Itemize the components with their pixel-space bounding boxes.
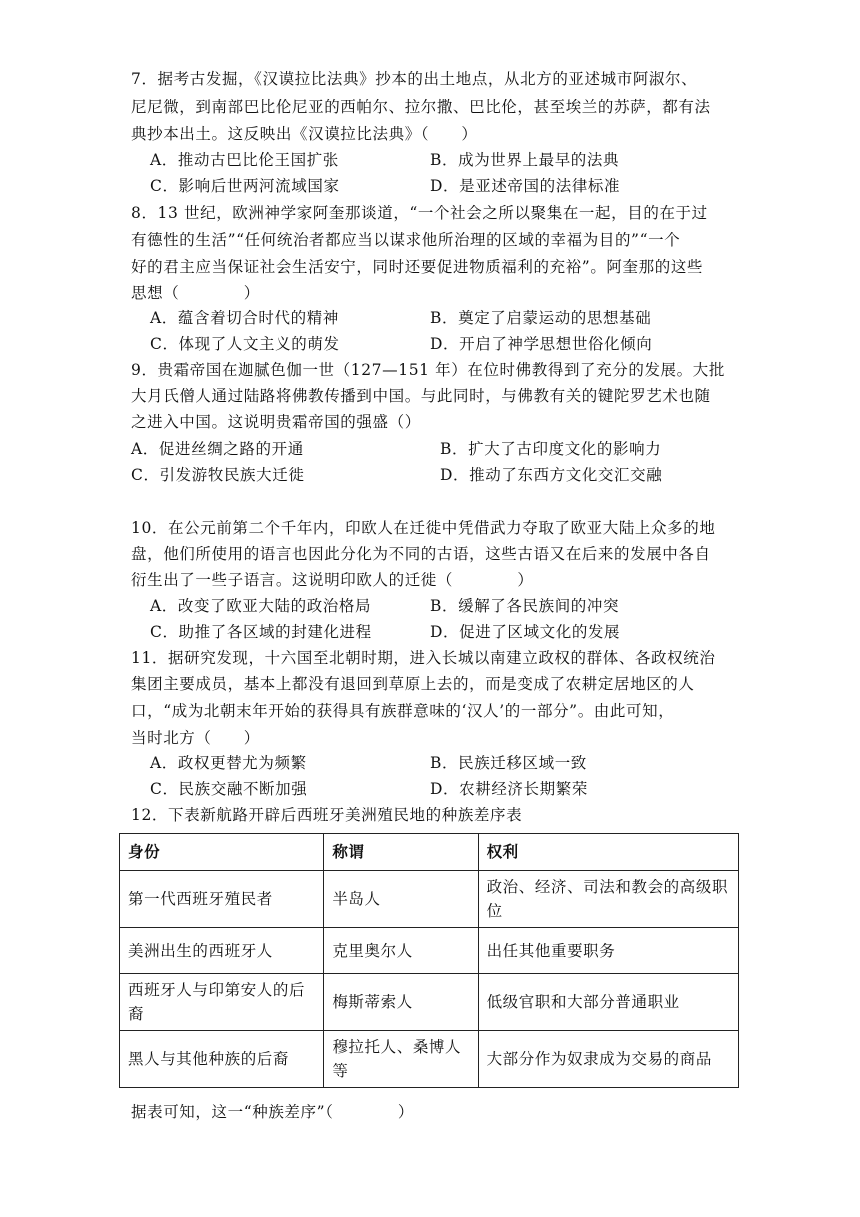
- question-10-option-d[interactable]: D．促进了区域文化的发展: [430, 623, 621, 641]
- question-8-stem-line-1: 8．13 世纪，欧洲神学家阿奎那谈道，“一个社会之所以聚集在一起，目的在于过: [131, 204, 708, 222]
- question-8-stem-line-4: 思想（ ）: [131, 284, 260, 302]
- question-7-option-b[interactable]: B．成为世界上最早的法典: [430, 151, 620, 169]
- table-cell: 梅斯蒂索人: [324, 974, 478, 1031]
- question-9-stem-line-2: 大月氏僧人通过陆路将佛教传播到中国。与此同时，与佛教有关的键陀罗艺术也随: [131, 387, 711, 405]
- question-11-option-c[interactable]: C．民族交融不断加强: [150, 780, 308, 798]
- question-9-option-b[interactable]: B．扩大了古印度文化的影响力: [440, 440, 662, 458]
- race-hierarchy-table: [119, 833, 739, 1088]
- table-row: [120, 974, 739, 1031]
- table-cell: 半岛人: [324, 871, 478, 928]
- question-11-stem-line-3: 口，“成为北朝末年开始的获得具有族群意味的‘汉人’的一部分”。由此可知，: [131, 702, 675, 720]
- table-cell: 政治、经济、司法和教会的高级职位: [478, 871, 738, 928]
- table-header-title: 称谓: [324, 834, 478, 871]
- question-11-stem-line-1: 11．据研究发现，十六国至北朝时期，进入长城以南建立政权的群体、各政权统治: [131, 649, 716, 667]
- table-row: [120, 871, 739, 928]
- table-cell: 西班牙人与印第安人的后裔: [120, 974, 324, 1031]
- question-8-option-b[interactable]: B．奠定了启蒙运动的思想基础: [430, 309, 652, 327]
- table-row: [120, 928, 739, 974]
- question-8-stem-line-2: 有德性的生活”“任何统治者都应当以谋求他所治理的区域的幸福为目的”“一个: [131, 231, 681, 249]
- question-9-option-a[interactable]: A．促进丝绸之路的开通: [131, 440, 304, 458]
- question-10-stem-line-1: 10．在公元前第二个千年内，印欧人在迁徙中凭借武力夺取了欧亚大陆上众多的地: [131, 519, 716, 537]
- question-9-stem-line-3: 之进入中国。这说明贵霜帝国的强盛（）: [131, 413, 421, 431]
- table-header-identity: 身份: [120, 834, 324, 871]
- question-7-option-c[interactable]: C．影响后世两河流域国家: [150, 177, 340, 195]
- question-10-stem-line-2: 盘，他们所使用的语言也因此分化为不同的古语，这些古语又在后来的发展中各自: [131, 545, 711, 563]
- question-10-option-c[interactable]: C．助推了各区域的封建化进程: [150, 623, 372, 641]
- question-8-option-c[interactable]: C．体现了人文主义的萌发: [150, 335, 340, 353]
- table-header-row: [120, 834, 739, 871]
- question-8-option-d[interactable]: D．开启了神学思想世俗化倾向: [430, 335, 653, 353]
- question-7-option-a[interactable]: A．推动古巴比伦王国扩张: [150, 151, 339, 169]
- table-row: [120, 1031, 739, 1088]
- table-header-rights: 权利: [478, 834, 738, 871]
- question-10-option-a[interactable]: A．改变了欧亚大陆的政治格局: [150, 597, 372, 615]
- question-11-option-d[interactable]: D．农耕经济长期繁荣: [430, 780, 588, 798]
- question-11-option-a[interactable]: A．政权更替尤为频繁: [150, 754, 307, 772]
- question-11-stem-line-4: 当时北方（ ）: [131, 729, 260, 747]
- question-12-tail: 据表可知，这一“种族差序”（ ）: [131, 1103, 414, 1121]
- question-8-stem-line-3: 好的君主应当保证社会生活安宁，同时还要促进物质福利的充裕”。阿奎那的这些: [131, 258, 704, 276]
- question-7-option-d[interactable]: D．是亚述帝国的法律标准: [430, 177, 621, 195]
- question-7-stem-line-3: 典抄本出土。这反映出《汉谟拉比法典》（ ）: [131, 125, 478, 143]
- question-11-option-b[interactable]: B．民族迁移区域一致: [430, 754, 587, 772]
- table-cell: 第一代西班牙殖民者: [120, 871, 324, 928]
- question-9-option-c[interactable]: C．引发游牧民族大迁徙: [131, 466, 305, 484]
- table-cell: 低级官职和大部分普通职业: [478, 974, 738, 1031]
- table-cell: 克里奥尔人: [324, 928, 478, 974]
- question-10-stem-line-3: 衍生出了一些子语言。这说明印欧人的迁徙（ ）: [131, 571, 534, 589]
- question-7-stem-line-2: 尼尼微，到南部巴比伦尼亚的西帕尔、拉尔撒、巴比伦，甚至埃兰的苏萨，都有法: [131, 98, 711, 116]
- table-cell: 穆拉托人、桑博人等: [324, 1031, 478, 1088]
- question-11-stem-line-2: 集团主要成员，基本上都没有退回到草原上去的，而是变成了农耕定居地区的人: [131, 675, 695, 693]
- table-cell: 大部分作为奴隶成为交易的商品: [478, 1031, 738, 1088]
- question-9-stem-line-1: 9．贵霜帝国在迦腻色伽一世（127—151 年）在位时佛教得到了充分的发展。大批: [131, 361, 725, 379]
- question-7-stem-line-1: 7．据考古发掘，《汉谟拉比法典》抄本的出土地点，从北方的亚述城市阿淑尔、: [131, 70, 698, 88]
- question-8-option-a[interactable]: A．蕴含着切合时代的精神: [150, 309, 339, 327]
- question-12-stem: 12．下表新航路开辟后西班牙美洲殖民地的种族差序表: [131, 806, 523, 824]
- table-cell: 黑人与其他种族的后裔: [120, 1031, 324, 1088]
- question-10-option-b[interactable]: B．缓解了各民族间的冲突: [430, 597, 620, 615]
- question-9-option-d[interactable]: D．推动了东西方文化交汇交融: [440, 466, 663, 484]
- table-cell: 出任其他重要职务: [478, 928, 738, 974]
- table-cell: 美洲出生的西班牙人: [120, 928, 324, 974]
